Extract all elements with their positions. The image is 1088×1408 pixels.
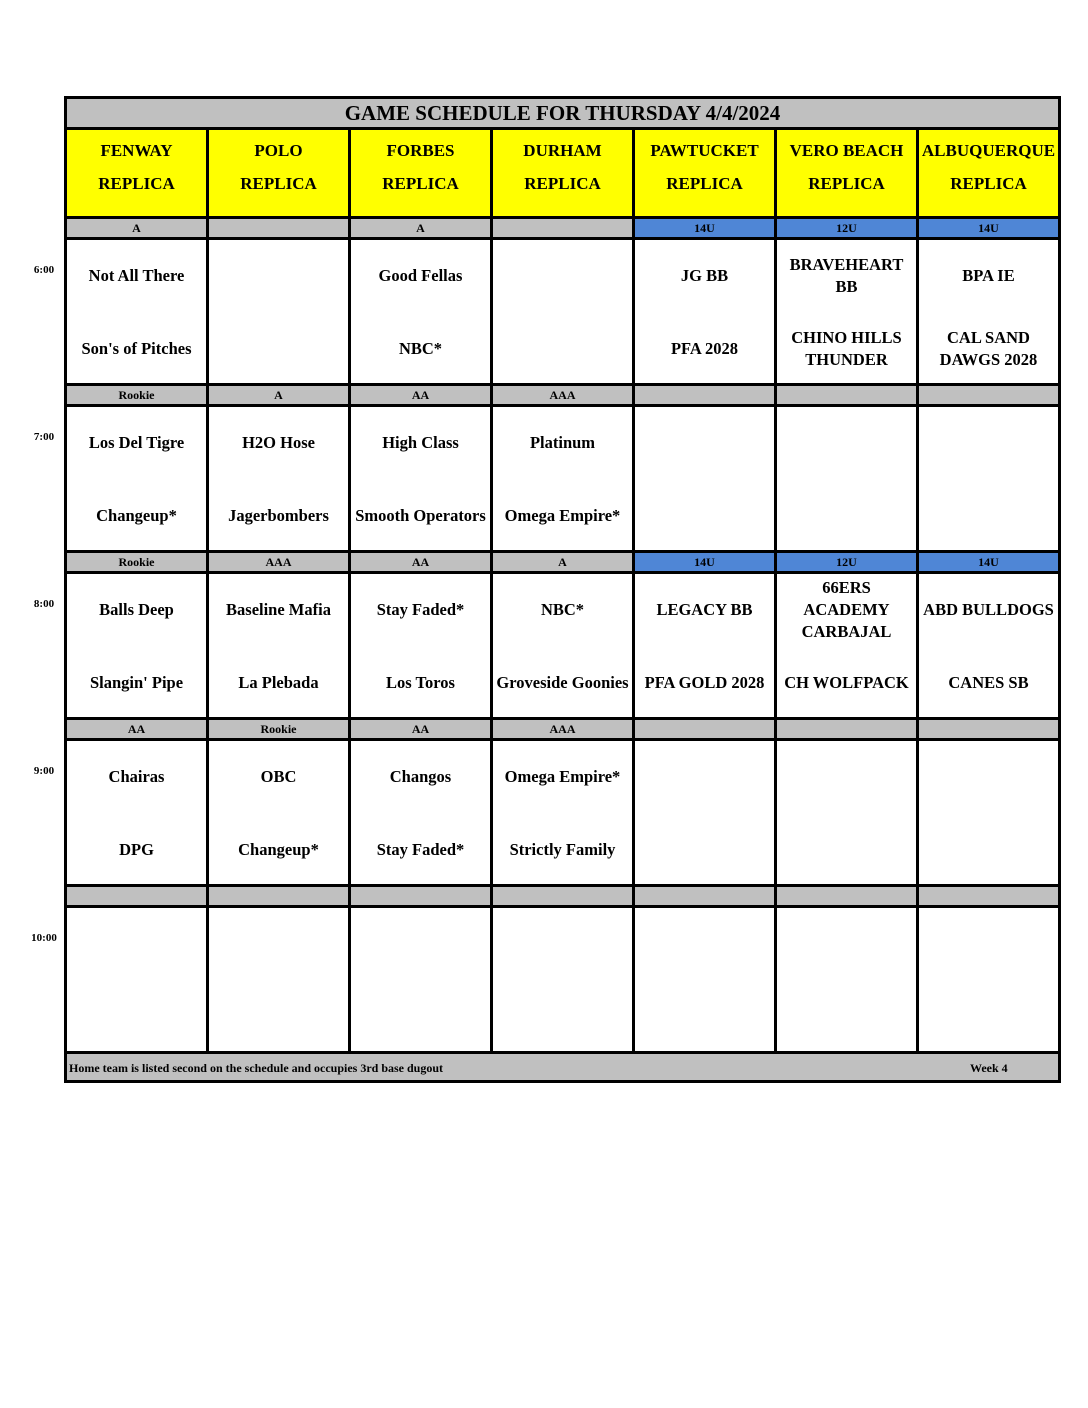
game-cell	[209, 741, 351, 884]
away-team: LEGACY BB	[656, 600, 753, 619]
division-label	[919, 720, 1058, 738]
field-name: FENWAY	[100, 141, 173, 160]
division-label	[493, 887, 635, 905]
away-team: Los Del Tigre	[88, 433, 185, 452]
home-team: NBC*	[398, 339, 443, 358]
division-label: AA	[351, 386, 493, 404]
game-cell	[635, 407, 777, 550]
time-label: 7:00	[33, 431, 55, 443]
field-header	[209, 130, 351, 216]
field-header-row	[67, 130, 1058, 219]
home-team: Smooth Operators	[355, 506, 486, 525]
division-label: 14U	[635, 219, 777, 237]
home-team: Stay Faded*	[376, 840, 465, 859]
game-cell	[919, 240, 1058, 383]
game-cell	[351, 407, 493, 550]
away-team	[635, 919, 774, 969]
game-cell	[635, 908, 777, 1051]
division-row	[67, 887, 1058, 908]
division-label	[635, 887, 777, 905]
game-row	[67, 240, 1058, 386]
division-label: 12U	[777, 219, 919, 237]
field-subtitle: REPLICA	[808, 174, 885, 193]
home-team: Jagerbombers	[228, 506, 329, 525]
field-subtitle: REPLICA	[382, 174, 459, 193]
game-cell	[493, 240, 635, 383]
game-cell	[67, 741, 209, 884]
away-team: Changos	[389, 767, 452, 786]
home-team: CH WOLFPACK	[784, 673, 909, 692]
division-label	[777, 720, 919, 738]
time-label: 8:00	[33, 598, 55, 610]
field-name: ALBUQUERQUE	[921, 141, 1056, 160]
home-team: Changeup*	[238, 840, 319, 859]
game-row	[67, 908, 1058, 1054]
away-team	[635, 418, 774, 468]
field-subtitle: REPLICA	[666, 174, 743, 193]
game-cell	[493, 908, 635, 1051]
home-team: Son's of Pitches	[81, 339, 192, 358]
away-team: Baseline Mafia	[226, 600, 331, 619]
game-cell	[919, 908, 1058, 1051]
game-cell	[67, 574, 209, 717]
home-team: PFA 2028	[670, 339, 739, 358]
home-team	[777, 992, 916, 1042]
field-header	[635, 130, 777, 216]
game-cell	[351, 908, 493, 1051]
game-cell	[493, 407, 635, 550]
field-header	[777, 130, 919, 216]
away-team	[635, 752, 774, 802]
home-team: Omega Empire*	[504, 506, 621, 525]
home-team	[635, 491, 774, 541]
away-team	[209, 251, 348, 301]
away-team	[777, 919, 916, 969]
game-cell	[635, 741, 777, 884]
home-team	[209, 992, 348, 1042]
home-team	[919, 992, 1058, 1042]
game-cell	[209, 407, 351, 550]
time-label: 9:00	[33, 765, 55, 777]
game-cell	[635, 574, 777, 717]
game-cell	[777, 240, 919, 383]
home-team: Groveside Goonies	[496, 673, 629, 692]
home-team	[777, 491, 916, 541]
game-cell	[919, 407, 1058, 550]
division-label: AAA	[493, 386, 635, 404]
home-team	[919, 491, 1058, 541]
home-team: Los Toros	[386, 673, 455, 692]
game-cell	[919, 741, 1058, 884]
schedule-table	[64, 96, 1061, 1083]
away-team	[919, 418, 1058, 468]
division-label	[209, 887, 351, 905]
schedule-title: GAME SCHEDULE FOR THURSDAY 4/4/2024	[67, 99, 1058, 130]
game-cell	[351, 240, 493, 383]
home-team	[209, 324, 348, 374]
home-team: CHINO HILLS THUNDER	[791, 328, 902, 369]
away-team: Omega Empire*	[504, 767, 621, 786]
game-cell	[67, 908, 209, 1051]
away-team	[209, 919, 348, 969]
time-slots	[67, 219, 1058, 1054]
field-subtitle: REPLICA	[98, 174, 175, 193]
division-label	[777, 386, 919, 404]
game-cell	[493, 741, 635, 884]
away-team	[67, 919, 206, 969]
game-cell	[777, 741, 919, 884]
game-row	[67, 574, 1058, 720]
home-team	[919, 825, 1058, 875]
division-label	[67, 887, 209, 905]
away-team: BRAVEHEART BB	[789, 255, 904, 296]
away-team: Platinum	[529, 433, 596, 452]
away-team: Balls Deep	[99, 600, 174, 619]
field-subtitle: REPLICA	[950, 174, 1027, 193]
away-team: OBC	[260, 767, 297, 786]
division-row	[67, 386, 1058, 407]
division-label: A	[493, 553, 635, 571]
division-row	[67, 720, 1058, 741]
game-cell	[209, 574, 351, 717]
home-team: PFA GOLD 2028	[644, 673, 765, 692]
away-team	[919, 752, 1058, 802]
division-label: A	[351, 219, 493, 237]
division-label	[919, 887, 1058, 905]
home-team	[493, 324, 632, 374]
division-label: A	[67, 219, 209, 237]
division-label: AA	[67, 720, 209, 738]
home-team: CANES SB	[948, 673, 1029, 692]
time-label: 6:00	[33, 264, 55, 276]
game-cell	[351, 574, 493, 717]
away-team: NBC*	[540, 600, 585, 619]
week-label: Week 4	[970, 1061, 1008, 1075]
division-label: 14U	[919, 553, 1058, 571]
home-team	[493, 992, 632, 1042]
away-team: H2O Hose	[242, 433, 315, 452]
game-cell	[777, 574, 919, 717]
away-team: JG BB	[680, 266, 729, 285]
division-label: AA	[351, 720, 493, 738]
away-team	[493, 919, 632, 969]
away-team	[919, 919, 1058, 969]
game-row	[67, 407, 1058, 553]
away-team: High Class	[382, 433, 459, 452]
division-row	[67, 219, 1058, 240]
game-row	[67, 741, 1058, 887]
division-label	[635, 386, 777, 404]
division-label: 14U	[919, 219, 1058, 237]
division-label	[351, 887, 493, 905]
field-name: FORBES	[386, 141, 455, 160]
division-label	[493, 219, 635, 237]
away-team: Chairas	[108, 767, 165, 786]
division-label: A	[209, 386, 351, 404]
away-team	[493, 251, 632, 301]
division-label: AA	[351, 553, 493, 571]
division-label: 14U	[635, 553, 777, 571]
division-label: Rookie	[67, 386, 209, 404]
footer-bar	[67, 1054, 1058, 1080]
division-label: 12U	[777, 553, 919, 571]
home-team	[67, 992, 206, 1042]
division-label	[209, 219, 351, 237]
division-label	[777, 887, 919, 905]
away-team	[351, 919, 490, 969]
home-team	[635, 992, 774, 1042]
away-team: Good Fellas	[378, 266, 463, 285]
game-cell	[635, 240, 777, 383]
away-team	[777, 752, 916, 802]
home-team: Strictly Family	[509, 840, 616, 859]
game-cell	[67, 407, 209, 550]
division-label	[919, 386, 1058, 404]
division-label: Rookie	[67, 553, 209, 571]
away-team: 66ERS ACADEMY CARBAJAL	[801, 578, 892, 641]
game-cell	[777, 908, 919, 1051]
home-team-note: Home team is listed second on the schedule and occupies 3rd base dugout	[69, 1061, 444, 1075]
field-name: PAWTUCKET	[650, 141, 759, 160]
home-team	[351, 992, 490, 1042]
game-cell	[351, 741, 493, 884]
time-label: 10:00	[31, 932, 57, 944]
home-team: Slangin' Pipe	[89, 673, 184, 692]
game-cell	[777, 407, 919, 550]
field-name: POLO	[254, 141, 303, 160]
game-cell	[209, 240, 351, 383]
away-team: Not All There	[88, 266, 185, 285]
field-header	[919, 130, 1058, 216]
home-team: La Plebada	[238, 673, 319, 692]
field-header	[351, 130, 493, 216]
game-cell	[209, 908, 351, 1051]
game-cell	[67, 240, 209, 383]
game-cell	[919, 574, 1058, 717]
field-header	[493, 130, 635, 216]
away-team	[777, 418, 916, 468]
division-label: AAA	[209, 553, 351, 571]
division-label: AAA	[493, 720, 635, 738]
field-header	[67, 130, 209, 216]
away-team: ABD BULLDOGS	[923, 600, 1054, 619]
away-team: Stay Faded*	[376, 600, 465, 619]
home-team	[777, 825, 916, 875]
field-subtitle: REPLICA	[240, 174, 317, 193]
division-label: Rookie	[209, 720, 351, 738]
home-team: CAL SAND DAWGS 2028	[939, 328, 1038, 369]
home-team: DPG	[119, 840, 154, 859]
field-name: VERO BEACH	[789, 141, 904, 160]
division-label	[635, 720, 777, 738]
home-team	[635, 825, 774, 875]
home-team: Changeup*	[96, 506, 177, 525]
field-subtitle: REPLICA	[524, 174, 601, 193]
away-team: BPA IE	[962, 266, 1015, 285]
game-cell	[493, 574, 635, 717]
field-name: DURHAM	[523, 141, 602, 160]
division-row	[67, 553, 1058, 574]
